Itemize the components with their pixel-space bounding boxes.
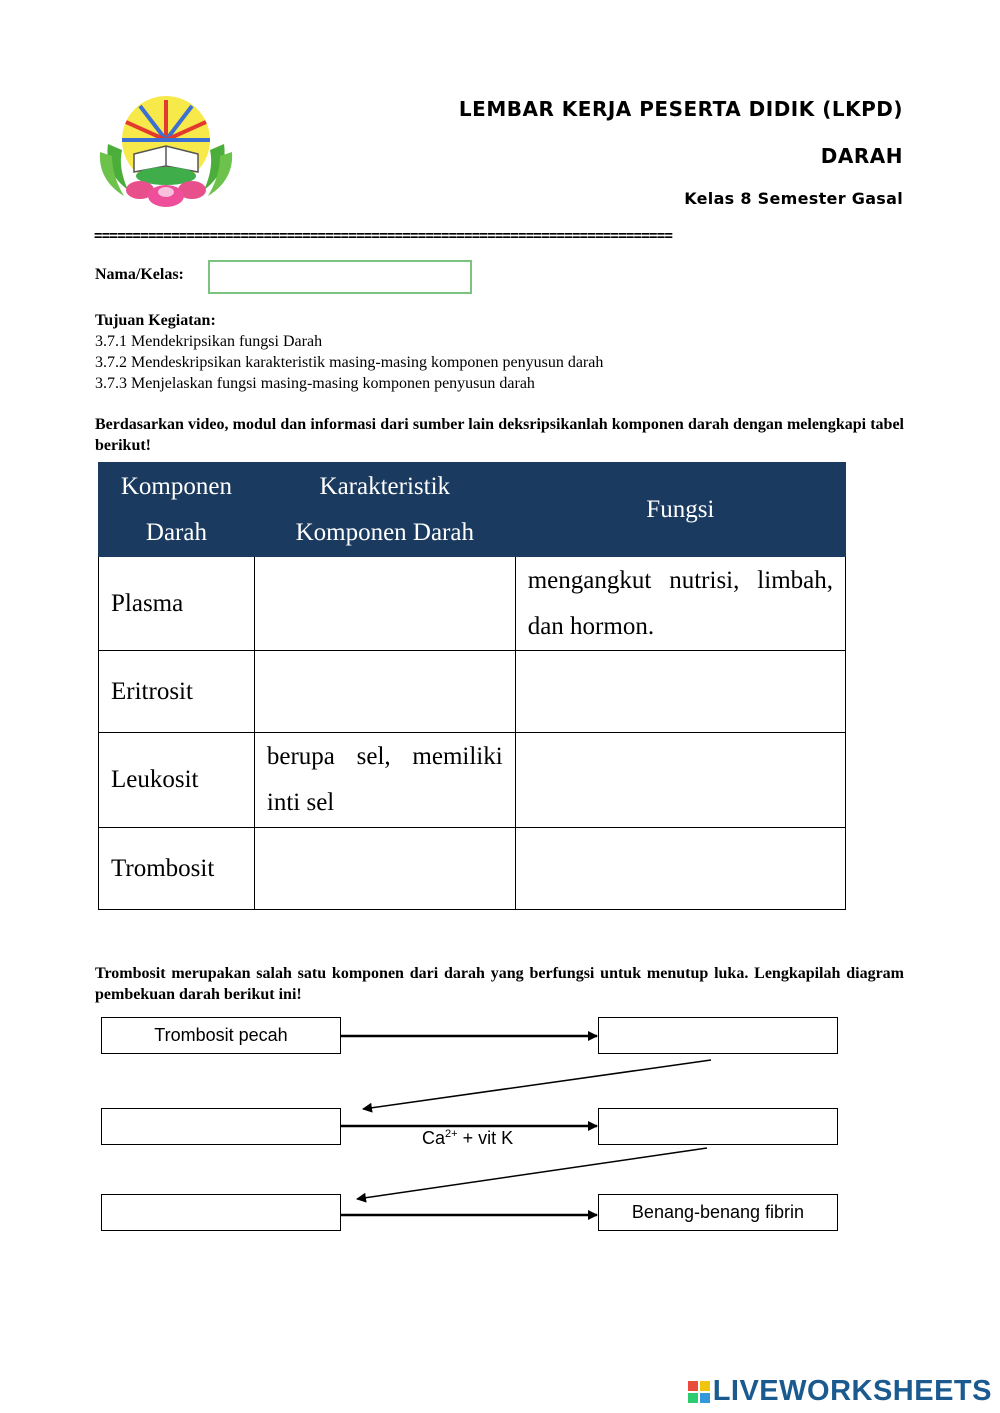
class-info: Kelas 8 Semester Gasal: [684, 189, 903, 208]
arrow-diagonal-2: [357, 1148, 707, 1199]
arrow-diagonal-1: [363, 1060, 711, 1109]
objective-item: 3.7.2 Mendeskripsikan karakteristik masing-masing komponen penyusun darah: [95, 354, 604, 371]
box-trombosit-pecah: [101, 1017, 341, 1054]
objectives-title: Tujuan Kegiatan:: [95, 312, 216, 329]
catalyst-superscript: 2+: [445, 1128, 458, 1140]
arrow-label-catalyst: [422, 1128, 513, 1149]
box-benang-fibrin-label: Benang-benang fibrin: [631, 1202, 805, 1222]
worksheet-title: LEMBAR KERJA PESERTA DIDIK (LKPD): [458, 97, 903, 121]
objective-item: 3.7.1 Mendekripsikan fungsi Darah: [95, 333, 323, 350]
blank-box-2[interactable]: [101, 1108, 341, 1145]
separator-line: ===========================================================================: [94, 228, 673, 244]
diagram-instruction: Trombosit merupakan salah satu komponen dari darah yang berfungsi untuk menutup luka. Lengkapilah diagram pembekuan darah berikut ini!: [95, 965, 904, 1003]
liveworksheets-brand-text: LIVEWORKSHEETS: [712, 1375, 992, 1407]
header-karakteristik-label: Karakteristik Komponen Darah: [295, 472, 474, 546]
cell-komponen: Plasma: [99, 557, 255, 651]
objective-item: 3.7.3 Menjelaskan fungsi masing-masing komponen penyusun darah: [95, 375, 535, 392]
liveworksheets-blocks-icon: [688, 1381, 710, 1403]
cell-karakteristik[interactable]: berupa sel, memiliki inti sel: [254, 733, 515, 828]
name-class-label: Nama/Kelas:: [95, 266, 184, 283]
catalyst-base: Ca: [422, 1128, 446, 1148]
blank-box-3[interactable]: [598, 1108, 838, 1145]
worksheet-subtitle: DARAH: [820, 144, 903, 168]
box-trombosit-pecah-label: Trombosit pecah: [154, 1025, 288, 1045]
cell-komponen: Leukosit: [99, 733, 255, 828]
cell-komponen: Trombosit: [99, 828, 255, 910]
catalyst-rest: + vit K: [457, 1128, 514, 1148]
table-instruction: Berdasarkan video, modul dan informasi dari sumber lain deksripsikanlah komponen darah dengan melengkapi tabel berikut!: [95, 416, 904, 454]
header-fungsi-label: Fungsi: [646, 495, 715, 523]
liveworksheets-logo: [688, 1375, 992, 1408]
header-komponen-label: Komponen Darah: [120, 472, 232, 546]
cell-fungsi[interactable]: mengangkut nutrisi, limbah, dan hormon.: [515, 557, 845, 651]
blank-box-4[interactable]: [101, 1194, 341, 1231]
blank-box-1[interactable]: [598, 1017, 838, 1054]
box-benang-fibrin: [598, 1194, 838, 1231]
cell-komponen: Eritrosit: [99, 651, 255, 733]
